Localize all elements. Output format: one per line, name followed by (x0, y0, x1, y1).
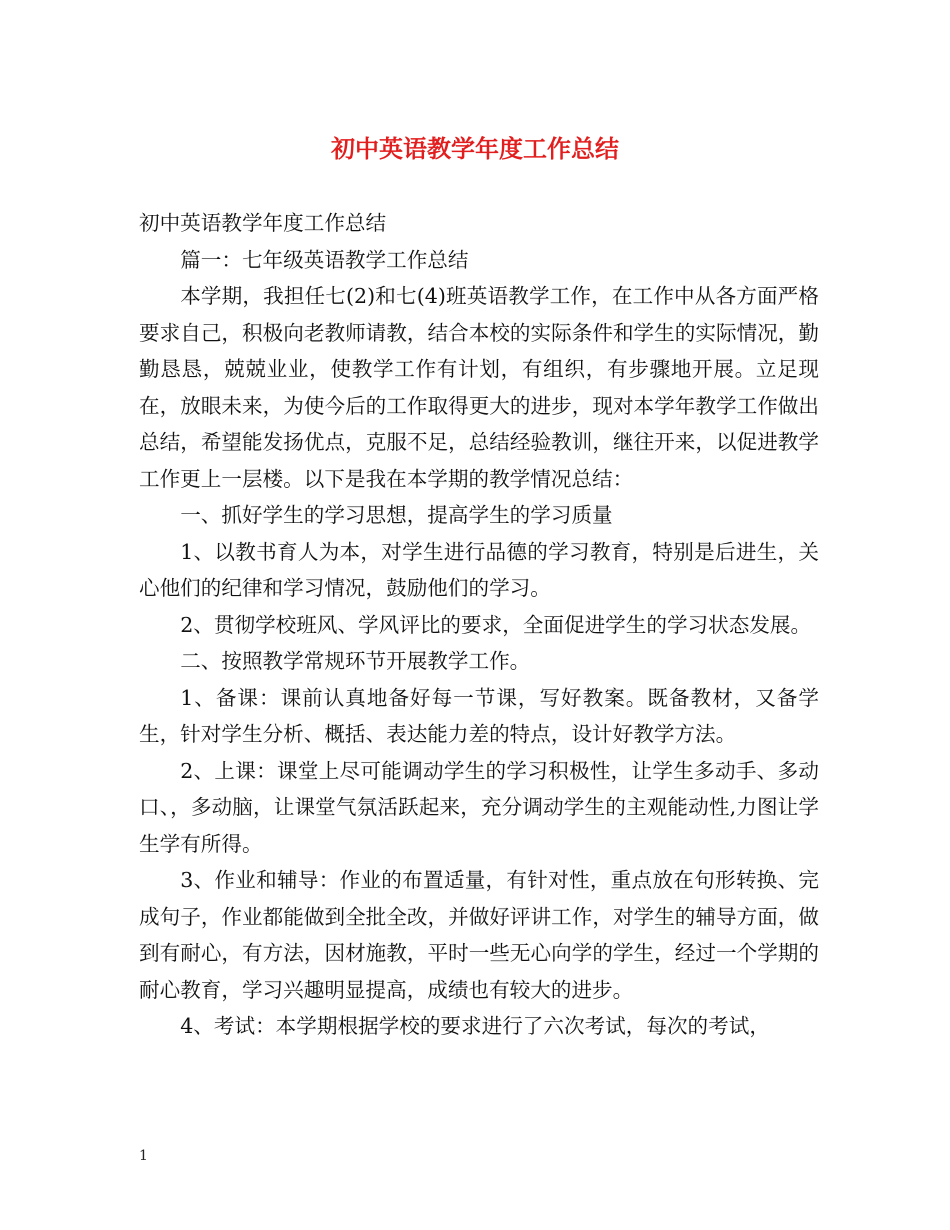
paragraph-intro: 本学期，我担任七(2)和七(4)班英语教学工作，在工作中从各方面严格要求自己，积极向老教师请教，结合本校的实际条件和学生的实际情况，勤勤恳恳，兢兢业业，使教学工作有计划，有组织，有步骤地开展。立足现在，放眼未来，为使今后的工作取得更大的进步，现对本学年教学工作做出总结，希望能发扬优点，克服不足，总结经验教训，继往开来，以促进教学工作更上一层楼。以下是我在本学期的教学情况总结： (139, 284, 819, 491)
paragraph-lesson-prep: 1、备课：课前认真地备好每一节课，写好教案。既备教材，又备学生，针对学生分析、概括、表达能力差的特点，设计好教学方法。 (139, 685, 819, 746)
paragraph-heading: 初中英语教学年度工作总结 (139, 211, 387, 235)
document-body (139, 205, 819, 1045)
paragraph-section-title: 篇一：七年级英语教学工作总结 (180, 247, 469, 272)
paragraph-part-two-heading: 二、按照教学常规环节开展教学工作。 (180, 649, 531, 673)
paragraph-class-teaching: 2、上课：课堂上尽可能调动学生的学习积极性，让学生多动手、多动口、，多动脑，让课堂气氛活跃起来，充分调动学生的主观能动性,力图让学生学有所得。 (139, 758, 819, 856)
page-number: 1 (139, 1148, 148, 1164)
paragraph-homework: 3、作业和辅导：作业的布置适量，有针对性，重点放在句形转换、完成句子，作业都能做到全批全改，并做好评讲工作，对学生的辅导方面，做到有耐心，有方法，因材施教，平时一些无心向学的学生，经过一个学期的耐心教育，学习兴趣明显提高，成绩也有较大的进步。 (139, 868, 819, 1002)
document-title: 初中英语教学年度工作总结 (331, 134, 619, 163)
paragraph-item-2: 2、贯彻学校班风、学风评比的要求，全面促进学生的学习状态发展。 (180, 612, 812, 637)
paragraph-part-one-heading: 一、抓好学生的学习思想，提高学生的学习质量 (180, 503, 613, 527)
paragraph-exams: 4、考试：本学期根据学校的要求进行了六次考试，每次的考试， (180, 1014, 770, 1038)
paragraph-item-1: 1、以教书育人为本，对学生进行品德的学习教育，特别是后进生，关心他们的纪律和学习情况，鼓励他们的学习。 (139, 539, 819, 600)
